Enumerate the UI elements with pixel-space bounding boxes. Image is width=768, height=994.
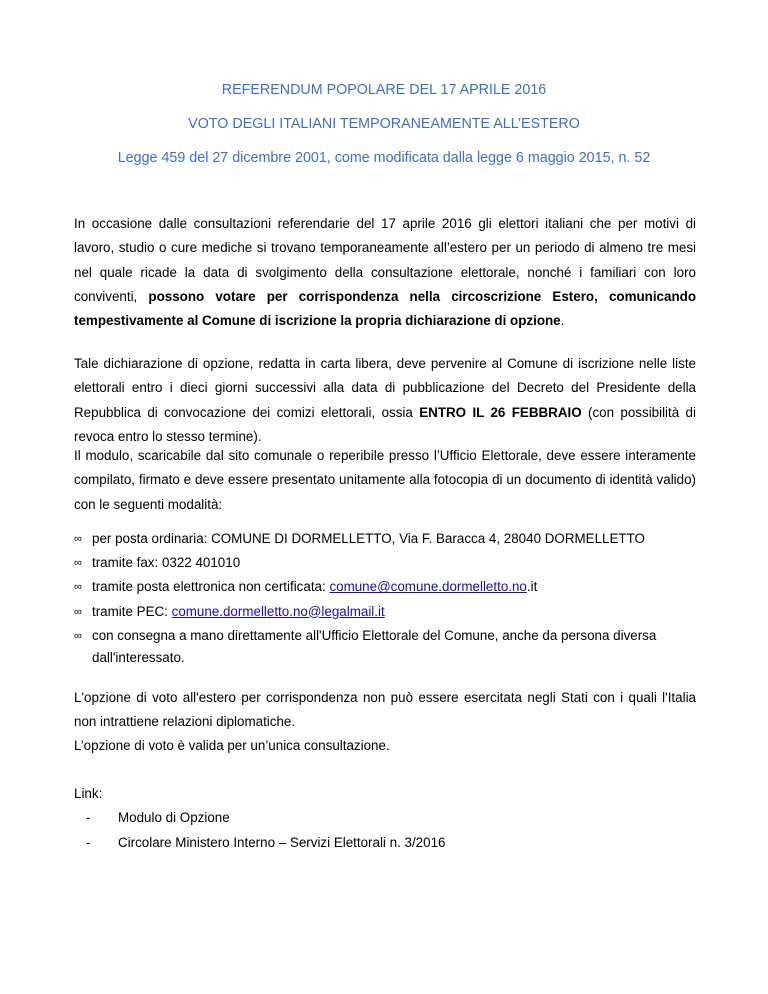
bullet-icon: ∞	[74, 581, 82, 594]
intro-text: In occasione dalle consultazioni referendarie del 17 aprile 2016 gli elettori italiani che per motivi di lavoro, studio o cure mediche si trovano temporaneamente all’estero per un periodo di almeno tre mesi nel quale ricade la data di svolgimento della consultazione elettorale, nonché i familiari con loro conviventi,	[74, 216, 696, 304]
link-item-modulo[interactable]	[74, 806, 445, 830]
link-item-label[interactable]: Modulo di Opzione	[118, 810, 230, 825]
list-item-text: tramite PEC:	[92, 603, 172, 619]
law-reference: Legge 459 del 27 dicembre 2001, come modificata dalla legge 6 maggio 2015, n. 52	[117, 150, 651, 166]
intro-paragraph	[74, 212, 696, 333]
intro-end: .	[560, 313, 565, 329]
pec-link[interactable]: comune.dormelletto.no@legalmail.it	[171, 603, 385, 619]
list-item-text: tramite fax: 0322 401010	[92, 555, 241, 571]
list-item-text: con consegna a mano direttamente all'Ufficio Elettorale del Comune, anche da persona diversa dall'interessato.	[92, 627, 657, 666]
bullet-icon: ∞	[74, 629, 82, 642]
bullet-icon: ∞	[74, 557, 82, 570]
deadline-text: Tale dichiarazione di opzione, redatta in carta libera, deve pervenire al Comune di iscrizione nelle liste elettorali entro i dieci giorni successivi alla data di pubblicazione del Decreto del Presidente della Repubblica di convocazione dei comizi elettorali, ossia	[74, 356, 696, 420]
dash-icon: -	[86, 835, 91, 850]
restriction-paragraph: L'opzione di voto all'estero per corrispondenza non può essere esercitata negli Stati con i quali l'Italia non intrattiene relazioni diplomatiche.	[74, 690, 696, 730]
list-item	[74, 552, 696, 575]
list-item	[74, 625, 696, 670]
deadline-end: (con possibilità di revoca entro lo stesso termine).	[74, 404, 696, 444]
email-link[interactable]: comune@comune.dormelletto.no	[329, 579, 527, 595]
list-item-text: per posta ordinaria: COMUNE DI DORMELLETTO, Via F. Baracca 4, 28040 DORMELLETTO	[92, 531, 645, 546]
link-item-label[interactable]: Circolare Ministero Interno – Servizi Elettorali n. 3/2016	[118, 835, 446, 850]
list-item	[74, 576, 696, 599]
bullet-icon: ∞	[74, 533, 82, 545]
dash-icon: -	[86, 810, 91, 825]
document-title: REFERENDUM POPOLARE DEL 17 APRILE 2016	[221, 82, 547, 98]
deadline-paragraph	[74, 352, 696, 449]
validity-paragraph: L’opzione di voto è valida per un’unica consultazione.	[74, 738, 390, 753]
bullet-icon: ∞	[74, 605, 82, 618]
document-subtitle: VOTO DEGLI ITALIANI TEMPORANEAMENTE ALL’ESTERO	[188, 116, 580, 132]
links-list	[74, 806, 445, 856]
list-item	[74, 601, 696, 624]
links-label: Link:	[74, 786, 103, 801]
email-suffix: .it	[526, 579, 538, 595]
deadline-bold-text: ENTRO IL 26 FEBBRAIO	[419, 404, 582, 420]
submission-methods-list	[74, 528, 696, 672]
list-item-text: tramite posta elettronica non certificata:	[92, 579, 330, 595]
list-item	[74, 528, 696, 551]
intro-bold-text: possono votare per corrispondenza nella circoscrizione Estero, comunicando tempestivamente al Comune di iscrizione la propria dichiarazione di opzione	[74, 288, 696, 329]
link-item-circolare[interactable]	[74, 831, 445, 855]
form-paragraph: Il modulo, scaricabile dal sito comunale o reperibile presso l’Ufficio Elettorale, deve essere interamente compilato, firmato e deve essere presentato unitamente alla fotocopia di un documento di identità valido) con le seguenti modalità:	[74, 448, 696, 512]
